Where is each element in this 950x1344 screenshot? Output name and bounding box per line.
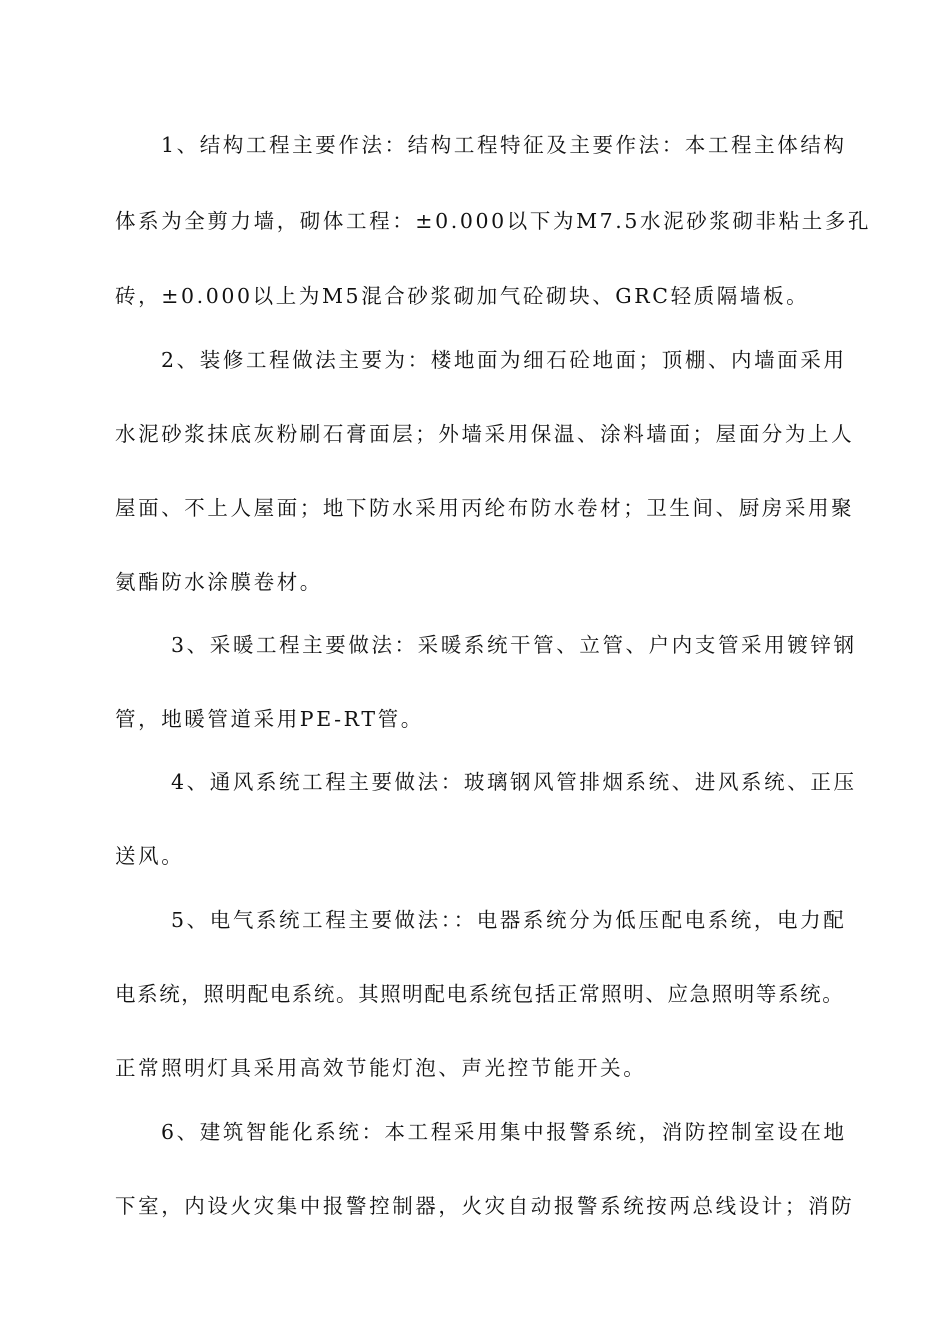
text-line: 水泥砂浆抹底灰粉刷石膏面层；外墙采用保温、涂料墙面；屋面分为上人: [115, 422, 855, 446]
text-line: 正常照明灯具采用高效节能灯泡、声光控节能开关。: [115, 1056, 647, 1080]
text-line: 6、建筑智能化系统：本工程采用集中报警系统，消防控制室设在地: [161, 1120, 847, 1144]
text-line: 5、电气系统工程主要做法：：电器系统分为低压配电系统，电力配: [171, 908, 847, 932]
text-line: 电系统，照明配电系统。其照明配电系统包括正常照明、应急照明等系统。: [115, 982, 845, 1006]
text-line: 屋面、不上人屋面；地下防水采用丙纶布防水卷材；卫生间、厨房采用聚: [115, 496, 855, 520]
text-line: 管，地暖管道采用PE-RT管。: [115, 707, 424, 731]
text-line: 2、装修工程做法主要为：楼地面为细石砼地面；顶棚、内墙面采用: [161, 348, 847, 372]
text-line: 1、结构工程主要作法：结构工程特征及主要作法：本工程主体结构: [161, 133, 847, 157]
text-line: 砖，±0.000以上为M5混合砂浆砌加气砼砌块、GRC轻质隔墙板。: [115, 284, 810, 308]
text-line: 体系为全剪力墙，砌体工程：±0.000以下为M7.5水泥砂浆砌非粘土多孔: [115, 209, 872, 233]
text-line: 3、采暖工程主要做法：采暖系统干管、立管、户内支管采用镀锌钢: [171, 633, 857, 657]
text-line: 送风。: [115, 844, 185, 868]
text-line: 氨酯防水涂膜卷材。: [115, 570, 323, 594]
text-line: 下室，内设火灾集中报警控制器，火灾自动报警系统按两总线设计；消防: [115, 1194, 855, 1218]
text-line: 4、通风系统工程主要做法：玻璃钢风管排烟系统、进风系统、正压: [171, 770, 857, 794]
